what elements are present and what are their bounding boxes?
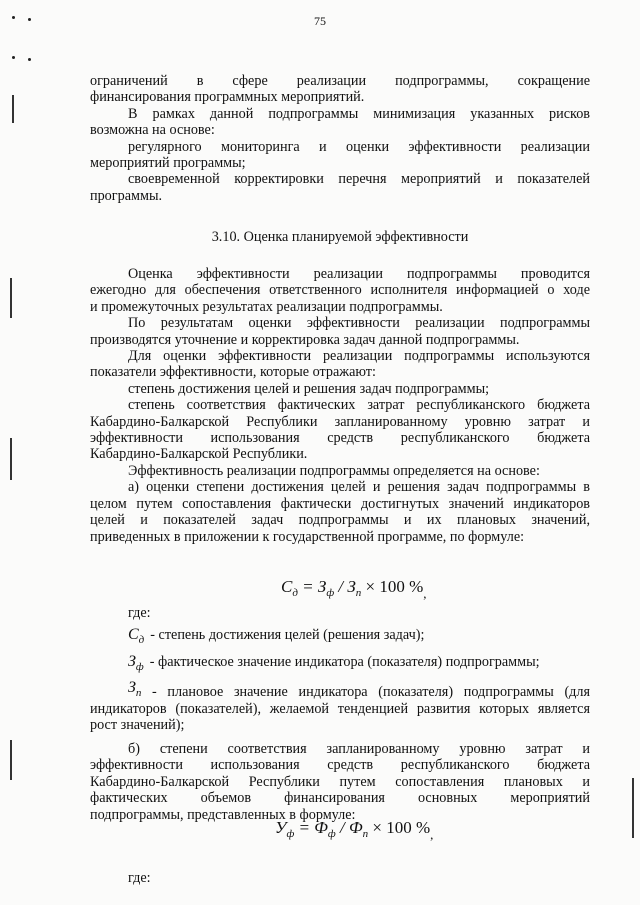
text-line: целей и показателей задач подпрограммы и их плановых значений, <box>90 512 590 529</box>
def-symbol: З <box>128 653 136 670</box>
text-line: и промежуточных результатах реализации подпрограммы. <box>90 298 443 315</box>
formula-operator: / <box>334 577 348 596</box>
text-line: Кабардино-Балкарской Республики. <box>90 446 308 463</box>
section-heading: 3.10. Оценка планируемой эффективности <box>211 229 469 245</box>
text-line: финансирования программных мероприятий. <box>90 89 365 106</box>
text-line: Кабардино-Балкарской Республики запланированному уровню затрат и <box>90 413 590 430</box>
scan-dot <box>28 58 31 61</box>
text-line: ограничений в сфере реализации подпрограммы, сокращение <box>90 73 590 89</box>
formula-symbol: С <box>281 577 293 596</box>
text-line: показатели эффективности, которые отражают: <box>90 364 376 381</box>
text-line: эффективности использования средств республиканского бюджета <box>90 430 590 447</box>
text-line: - плановое значение индикатора (показателя) подпрограммы (для <box>152 684 590 700</box>
text-line: регулярного мониторинга и оценки эффективности реализации <box>128 138 590 155</box>
formula-symbol: Ф <box>314 818 328 837</box>
definition-line <box>128 679 590 700</box>
formula-punct: , <box>423 586 427 601</box>
where-label: где: <box>128 605 151 621</box>
text-line: степень соответствия фактических затрат республиканского бюджета <box>128 397 590 414</box>
definition-continuation <box>90 701 590 734</box>
def-text: - степень достижения целей (решения задач); <box>150 627 425 643</box>
page-number: 75 <box>314 14 326 28</box>
text-line: подпрограммы, представленных в формуле: <box>90 806 356 823</box>
text-line: эффективности использования средств республиканского бюджета <box>90 757 590 774</box>
paragraph-block-2 <box>90 266 590 545</box>
where-label: где: <box>128 870 151 886</box>
formula-operator: × 100 % <box>361 577 424 596</box>
text-line: возможна на основе: <box>90 122 215 139</box>
text-line: ежегодно для обеспечения ответственного исполнителя информацией о ходе <box>90 282 590 299</box>
scan-margin-line <box>12 95 14 123</box>
text-line: индикаторов (показателей), желаемой тенденцией развития которых является <box>90 701 590 717</box>
scan-margin-line <box>10 740 12 780</box>
text-line: степень достижения целей и решения задач подпрограммы; <box>128 380 490 397</box>
text-line: Оценка эффективности реализации подпрограммы проводится <box>128 266 590 282</box>
formula-symbol: У <box>275 818 287 837</box>
text-line: В рамках данной подпрограммы минимизация указанных рисков <box>128 105 590 122</box>
scan-margin-line <box>632 778 634 838</box>
formula-symbol: З <box>317 577 327 596</box>
text-line: мероприятий программы; <box>90 155 246 172</box>
scan-dot <box>12 56 15 59</box>
scan-dot <box>12 16 15 19</box>
paragraph-block-1 <box>90 73 590 204</box>
text-line: программы. <box>90 187 163 204</box>
text-line: а) оценки степени достижения целей и решения задач подпрограммы в <box>128 479 590 496</box>
def-symbol: З <box>128 679 136 696</box>
formula-achievement <box>281 577 427 602</box>
text-line: Для оценки эффективности реализации подпрограммы используются <box>128 348 590 365</box>
def-text: - фактическое значение индикатора (показателя) подпрограммы; <box>149 654 540 670</box>
formula-subscript: ф <box>326 587 335 599</box>
text-line: б) степени соответствия запланированному уровню затрат и <box>128 741 590 757</box>
paragraph-block-3 <box>90 741 590 823</box>
formula-subscript: ф <box>286 828 295 840</box>
definition-line <box>128 627 590 648</box>
text-line: целом путем сопоставления фактически достигнутых значений индикаторов <box>90 495 590 512</box>
formula-operator: = <box>297 577 318 596</box>
formula-subscript: д <box>292 587 298 599</box>
definition-line <box>128 654 590 675</box>
scan-margin-line <box>10 438 12 480</box>
text-line: производятся уточнение и корректировка задач данной подпрограммы. <box>90 331 520 348</box>
def-subscript: ф <box>135 661 144 673</box>
formula-cost <box>275 818 433 843</box>
text-line: приведенных в приложении к государственной программе, по формуле: <box>90 528 525 545</box>
text-line: По результатам оценки эффективности реализации подпрограммы <box>128 315 590 332</box>
formula-subscript: ф <box>327 828 336 840</box>
scan-margin-line <box>10 278 12 318</box>
text-line: своевременной корректировки перечня мероприятий и показателей <box>128 171 590 188</box>
text-line: Кабардино-Балкарской Республики путем сопоставления плановых и <box>90 773 590 790</box>
def-symbol: С <box>128 626 139 643</box>
formula-operator: = <box>294 818 315 837</box>
def-subscript: п <box>135 687 142 699</box>
text-line: рост значений); <box>90 717 185 734</box>
def-subscript: д <box>138 634 145 646</box>
formula-symbol: З <box>347 577 356 596</box>
formula-operator: / <box>335 818 349 837</box>
formula-operator: × 100 % <box>368 818 431 837</box>
formula-punct: , <box>430 827 434 842</box>
text-line: фактических объемов финансирования основных мероприятий <box>90 790 590 807</box>
text-line: Эффективность реализации подпрограммы определяется на основе: <box>128 462 540 479</box>
formula-symbol: Ф <box>348 818 363 837</box>
formula-subscript: п <box>355 587 362 599</box>
scan-dot <box>28 18 31 21</box>
formula-subscript: п <box>362 828 369 840</box>
